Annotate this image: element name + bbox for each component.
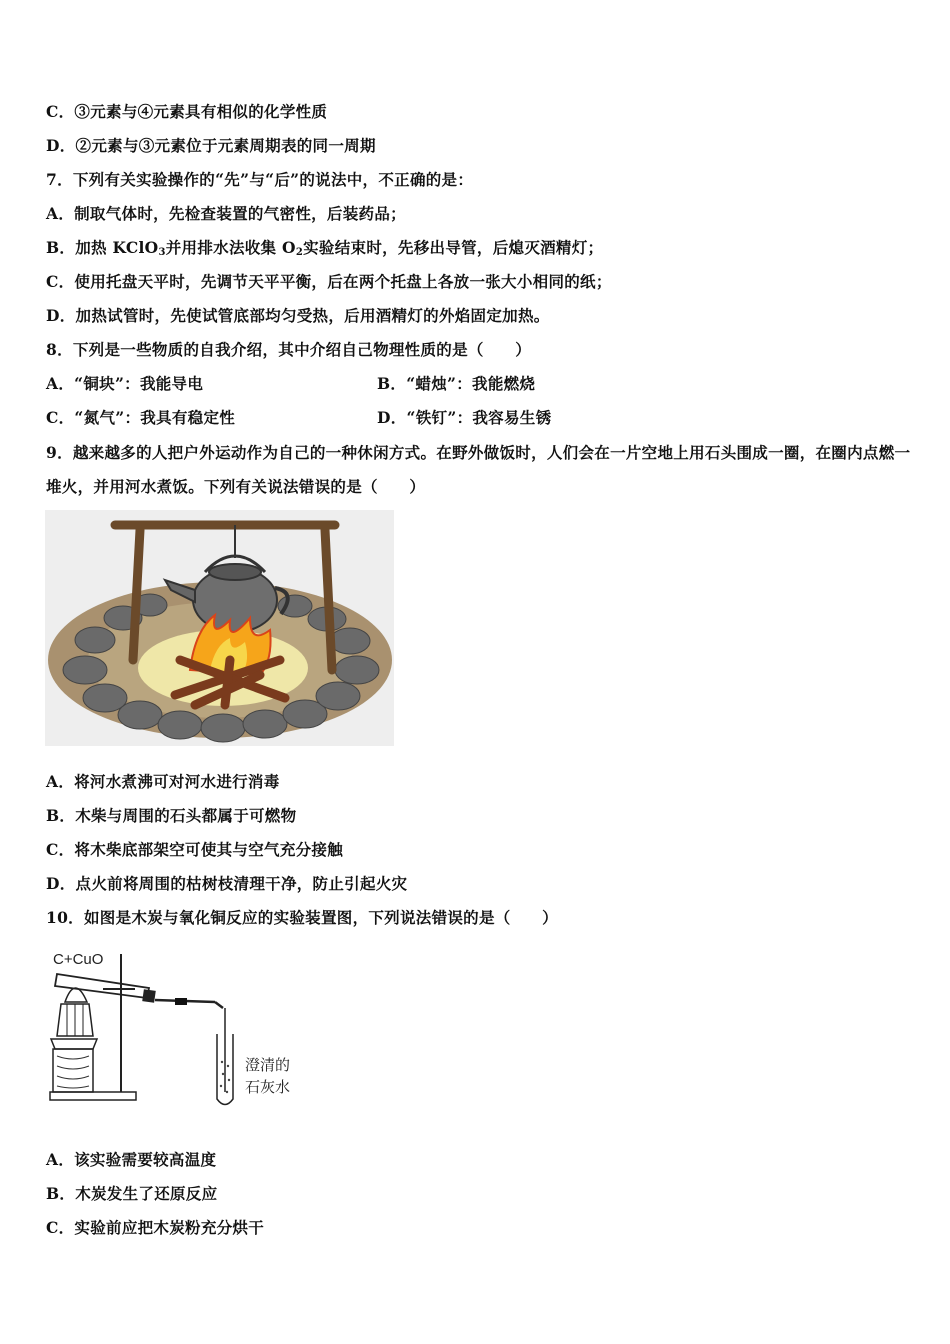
question-8-option-d: D．“铁钉”：我容易生锈 [377,408,552,427]
question-8-option-c: C．“氮气”：我具有稳定性 [46,408,236,427]
question-9-option-b: B．木柴与周围的石头都属于可燃物 [46,806,297,825]
question-7-option-d: D．加热试管时，先使试管底部均匀受热，后用酒精灯的外焰固定加热。 [46,306,550,325]
apparatus-diagram [45,944,315,1114]
question-9-option-a: A．将河水煮沸可对河水进行消毒 [46,772,280,791]
question-10-option-a: A．该实验需要较高温度 [46,1150,217,1169]
question-9: 9．越来越多的人把户外运动作为自己的一种休闲方式。在野外做饭时，人们会在一片空地上用石头围成一圈，在圈内点燃一堆火，并用河水煮饭。下列有关说法错误的是（ ） [46,443,911,496]
question-7-option-c: C．使用托盘天平时，先调节天平平衡，后在两个托盘上各放一张大小相同的纸； [46,272,612,291]
question-8: 8．下列是一些物质的自我介绍，其中介绍自己物理性质的是（ ） [46,340,532,359]
label-limewater-line1: 澄清的 [245,1057,291,1074]
question-7-option-b: B．加热 KClO$_3$并用排水法收集 $O_2$实验结束时，先移出导管，后熄灭酒精灯； [46,238,604,258]
question-7: 7．下列有关实验操作的“先”与“后”的说法中，不正确的是： [46,170,474,189]
question-9-option-c: C．将木柴底部架空可使其与空气充分接触 [46,840,344,859]
campfire-svg [45,510,394,746]
option-c-line: C．③元素与④元素具有相似的化学性质 [46,102,328,121]
question-10-option-c: C．实验前应把木炭粉充分烘干 [46,1218,265,1237]
label-c-cuo: C+CuO [53,951,104,968]
question-8-option-a: A．“铜块”：我能导电 [46,374,204,393]
campfire-illustration [45,510,394,746]
label-limewater-line2: 石灰水 [245,1079,291,1096]
option-d-line: D．②元素与③元素位于元素周期表的同一周期 [46,136,376,155]
question-7-option-a: A．制取气体时，先检查装置的气密性，后装药品； [46,204,406,223]
question-8-option-b: B．“蜡烛”：我能燃烧 [377,374,536,393]
apparatus-svg [45,944,315,1114]
question-10-option-b: B．木炭发生了还原反应 [46,1184,218,1203]
question-9-option-d: D．点火前将周围的枯树枝清理干净，防止引起火灾 [46,874,408,893]
question-10: 10．如图是木炭与氧化铜反应的实验装置图，下列说法错误的是（ ） [46,908,558,927]
